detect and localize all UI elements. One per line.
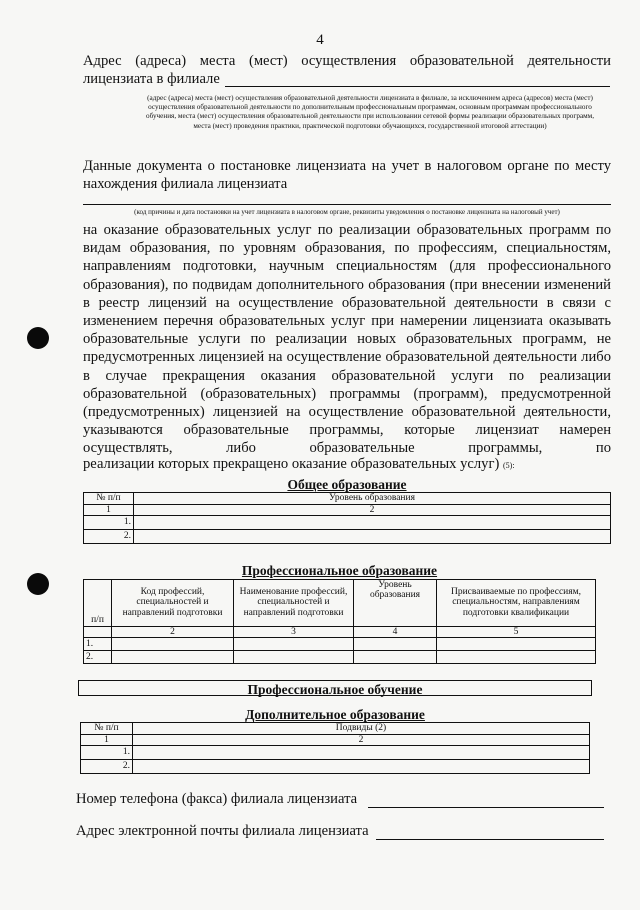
prof-col-level: Уровень образования (354, 579, 437, 626)
prof-col-name: Наименование профессий, специальностей и направлений подготовки (234, 579, 354, 626)
general-num-1: 1 (84, 504, 134, 516)
professional-training-title: Профессиональное обучение (247, 682, 423, 697)
address-line2: лицензиата в филиале (83, 71, 220, 87)
additional-row-1: 1. (81, 746, 133, 760)
address-fill-line[interactable] (225, 86, 610, 87)
prof-num-5: 5 (437, 626, 596, 638)
additional-row-1-value[interactable] (133, 746, 590, 760)
tax-note: (код причины и дата постановки на учет лицензиата в налоговом органе, реквизиты уведомления о постановке лицензиата на налоговый учет) (134, 208, 560, 216)
general-row-1: 1. (84, 516, 134, 530)
prof-row-1-qualification[interactable] (437, 638, 596, 651)
prof-col-qualification: Присваиваемые по профессиям, специальностям, направлениям подготовки квалификации (437, 579, 596, 626)
services-last-line: реализации которых прекращено оказание образовательных услуг) (5): (83, 456, 515, 472)
punch-hole-bottom (27, 573, 49, 595)
prof-num-4: 4 (354, 626, 437, 638)
prof-row-2: 2. (84, 651, 112, 664)
professional-training-box (78, 680, 592, 696)
prof-row-2-level[interactable] (354, 651, 437, 664)
prof-row-1-code[interactable] (112, 638, 234, 651)
prof-col-number: п/п (84, 579, 112, 626)
general-col-level: Уровень образования (134, 492, 611, 504)
tax-line1: Данные документа о постановке лицензиата на учет в налоговом органе по месту (83, 158, 611, 174)
prof-num-3: 3 (234, 626, 354, 638)
additional-col-subtype: Подвиды (2) (133, 722, 590, 734)
address-note: (адрес (адреса) места (мест) осуществления образовательной деятельности лицензиата в филиале, за исключением адреса (адресов) места (мест) осуществления образовательной деятельности по дополнительным профессиональным программам, основным программам профессионального обучения, места (мест) осуществления образовательной деятельности при использовании сетевой формы реализации образовательных программ, места (мест) проведения практики, практической подготовки обучающихся, государственной итоговой аттестации) (145, 94, 595, 130)
tax-line2: нахождения филиала лицензиата (83, 176, 288, 192)
punch-hole-top (27, 327, 49, 349)
additional-row-2: 2. (81, 760, 133, 774)
prof-num-2: 2 (112, 626, 234, 638)
additional-num-1: 1 (81, 734, 133, 746)
additional-col-number: № п/п (81, 722, 133, 734)
email-fill-line[interactable] (376, 839, 604, 840)
general-col-number: № п/п (84, 492, 134, 504)
phone-label: Номер телефона (факса) филиала лицензиата (76, 791, 358, 807)
additional-education-title: Дополнительное образование (81, 708, 590, 722)
prof-col-code: Код профессий, специальностей и направлений подготовки (112, 579, 234, 626)
prof-row-1: 1. (84, 638, 112, 651)
services-paragraph: на оказание образовательных услуг по реализации образовательных программ по видам образования, по уровням образования, по профессиям, специальностям, направлениям подготовки, научным специальностям (для профессионального образования), по подвидам дополнительного образования (при внесении изменений в реестр лицензий на осуществление образовательной деятельности в связи с изменением перечня образовательных услуг при намерении лицензиата оказывать образовательные услуги по реализации новых образовательных программ, не предусмотренных лицензией на осуществление образовательной деятельности либо в случае прекращения оказания образовательной услуги по реализации образовательной (образовательных) программы (программ), предусмотренной (предусмотренных) лицензией на осуществление образовательной деятельности, указываются образовательные программы, которые лицензиат намерен осуществлять, либо образовательные программы, по (83, 222, 611, 457)
general-row-1-value[interactable] (134, 516, 611, 530)
prof-row-2-qualification[interactable] (437, 651, 596, 664)
address-line1: Адрес (адреса) места (мест) осуществления образовательной деятельности (83, 53, 611, 69)
footnote-ref: (5): (502, 461, 515, 470)
tax-fill-line[interactable] (83, 204, 611, 205)
additional-row-2-value[interactable] (133, 760, 590, 774)
additional-education-table (80, 708, 590, 774)
page-number: 4 (316, 32, 324, 48)
additional-num-2: 2 (133, 734, 590, 746)
professional-education-title: Профессиональное образование (84, 563, 596, 579)
professional-education-table (83, 563, 596, 664)
email-label: Адрес электронной почты филиала лицензиата (76, 823, 369, 839)
general-education-table (83, 478, 611, 544)
prof-row-1-level[interactable] (354, 638, 437, 651)
prof-row-2-name[interactable] (234, 651, 354, 664)
general-num-2: 2 (134, 504, 611, 516)
prof-row-2-code[interactable] (112, 651, 234, 664)
general-education-title: Общее образование (84, 478, 611, 492)
phone-fill-line[interactable] (368, 807, 604, 808)
general-row-2-value[interactable] (134, 530, 611, 544)
prof-num-1 (84, 626, 112, 638)
prof-row-1-name[interactable] (234, 638, 354, 651)
general-row-2: 2. (84, 530, 134, 544)
